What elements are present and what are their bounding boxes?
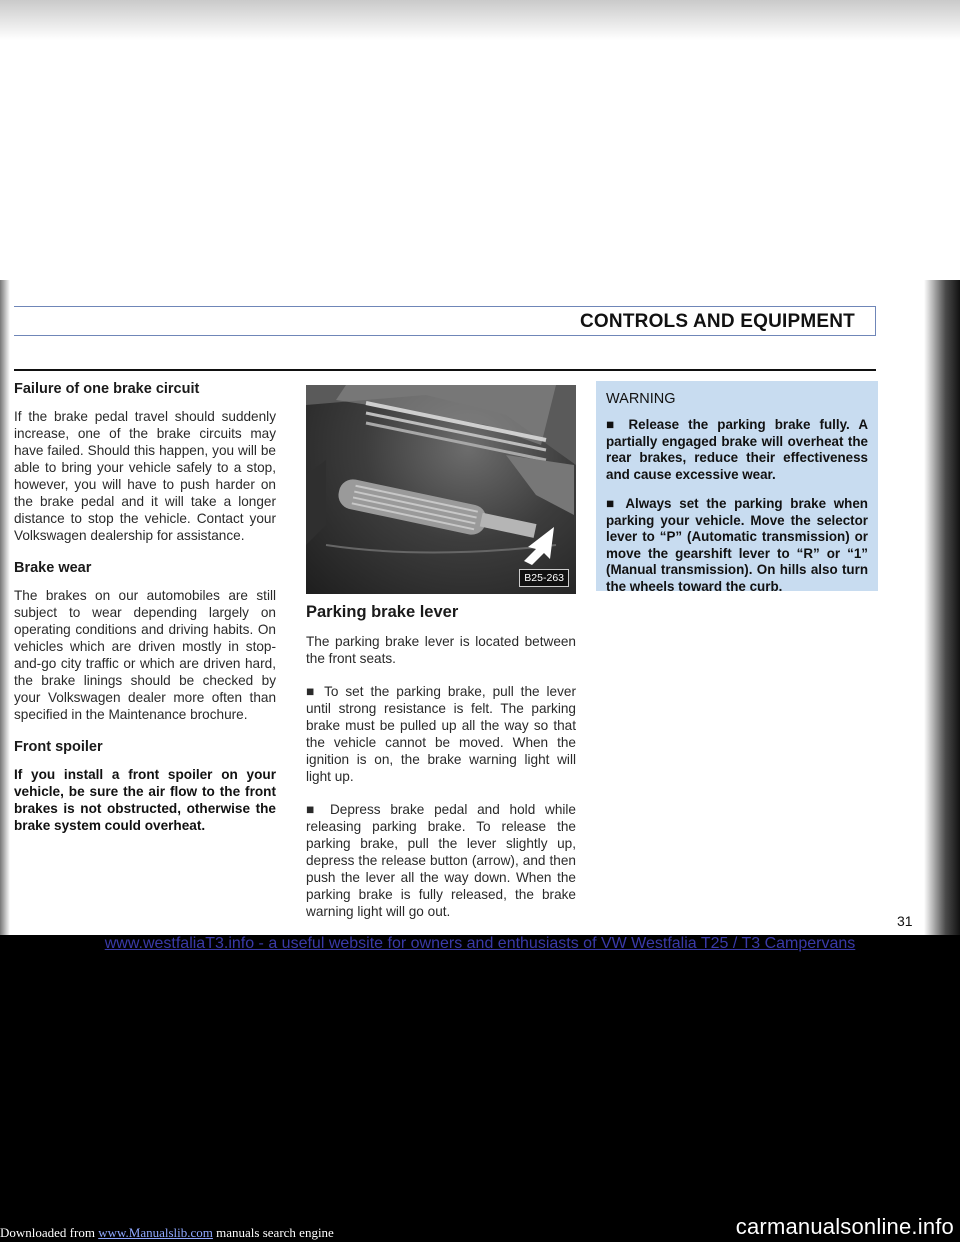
section-title: CONTROLS AND EQUIPMENT bbox=[580, 311, 855, 332]
figure-label: B25-263 bbox=[519, 569, 569, 587]
warning-box bbox=[596, 381, 878, 594]
download-prefix: Downloaded from bbox=[0, 1225, 99, 1240]
warning-always-set-text: ■ Always set the parking brake when parking your vehicle. Move the selector lever to “P” (Automatic transmission) or move the gearshift lever to “R” or “1” (Manual transmission). On hills also turn the wheels toward the curb. bbox=[606, 496, 868, 594]
set-parking-brake-text: ■ To set the parking brake, pull the lever until strong resistance is felt. The parking brake must be pulled up all the way so that the vehicle cannot be moved. When the ignition is on, the brake warning light will light up. bbox=[306, 684, 576, 784]
page-top-shade bbox=[0, 0, 960, 40]
parking-brake-heading: Parking brake lever bbox=[306, 603, 459, 621]
left-column bbox=[14, 381, 276, 850]
page-left-shadow bbox=[0, 280, 10, 935]
section-header-box bbox=[14, 306, 876, 336]
front-spoiler-text: If you install a front spoiler on your vehicle, be sure the air flow to the front brakes is not obstructed, otherwise the brake system could overheat. bbox=[14, 767, 276, 833]
page-right-shadow bbox=[924, 280, 960, 935]
brake-wear-heading: Brake wear bbox=[14, 560, 92, 576]
westfalia-website-link[interactable]: www.westfaliaT3.info - a useful website for owners and enthusiasts of VW Westfalia T25 / T3 Campervans bbox=[104, 935, 856, 952]
brake-wear-text: The brakes on our automobiles are still subject to wear depending largely on operating conditions and driving habits. On vehicles which are driven mostly in stop-and-go city traffic or which are driven hard, the brake linings should be checked by your Volkswagen dealer more often than specified in the Maintenance brochure. bbox=[14, 588, 276, 722]
warning-release-text: ■ Release the parking brake fully. A partially engaged brake will overheat the rear brakes, reduce their effectiveness and cause excessive wear. bbox=[606, 417, 868, 482]
parking-brake-photo bbox=[306, 385, 576, 594]
front-spoiler-heading: Front spoiler bbox=[14, 739, 103, 755]
parking-brake-location: The parking brake lever is located between the front seats. bbox=[306, 634, 576, 666]
page-number: 31 bbox=[897, 913, 913, 929]
middle-column bbox=[306, 604, 576, 935]
brake-circuit-heading: Failure of one brake circuit bbox=[14, 381, 200, 397]
download-suffix: manuals search engine bbox=[212, 1225, 334, 1240]
lever-handle bbox=[336, 477, 538, 548]
header-rule bbox=[14, 369, 876, 371]
warning-title: WARNING bbox=[606, 391, 676, 407]
release-parking-brake-text: ■ Depress brake pedal and hold while releasing parking brake. To release the parking brake, pull the lever slightly up, depress the release button (arrow), and then push the lever all the way down. When the parking brake is fully released, the brake warning light will go out. bbox=[306, 802, 576, 919]
manualslib-link[interactable]: www.Manualslib.com bbox=[98, 1225, 213, 1240]
brake-circuit-text: If the brake pedal travel should suddenly increase, one of the brake circuits may have failed. Should this happen, you will be able to bring your vehicle safely to a stop, however, you will have to push harder on the brake pedal and it will take a longer distance to stop the vehicle. Contact your Volkswagen dealership for assistance. bbox=[14, 409, 276, 543]
download-bar bbox=[0, 1225, 334, 1241]
parking-brake-illustration bbox=[306, 385, 576, 594]
site-watermark: carmanualsonline.info bbox=[735, 1214, 954, 1239]
